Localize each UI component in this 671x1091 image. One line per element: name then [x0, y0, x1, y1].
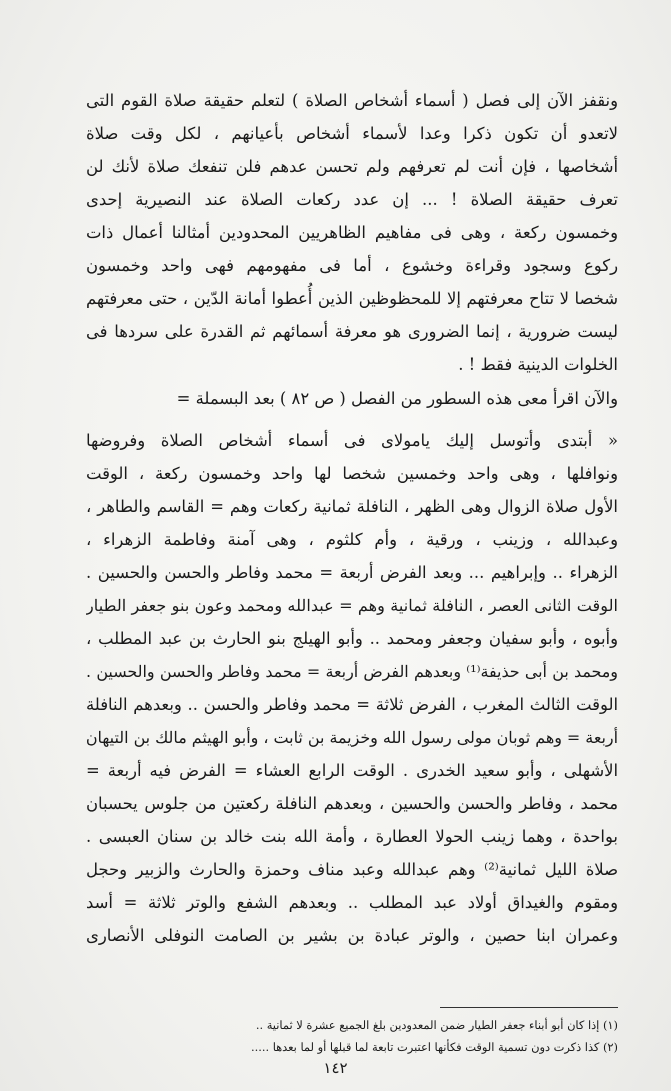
text-line: وأبوه ، وأبو سفيان وجعفر ومحمد .. وأبو الهيلج بنو الحارث بن عبد المطلب ،	[86, 629, 618, 648]
text-line: ركوع وسجود وقراءة وخشوع ، أما فى مفهومهم فهى واحد وخمسون	[86, 256, 618, 275]
paragraph-quotation	[86, 424, 618, 952]
text-line: ونقفز الآن إلى فصل ( أسماء أشخاص الصلاة ) لتعلم حقيقة صلاة القوم التى	[86, 91, 618, 110]
text-line: محمد ، وفاطر والحسن والحسين ، وبعدهم النافلة ركعتين من جلوس يحسبان	[86, 794, 618, 813]
text-line: لاتعدو أن تكون ذكرا وعدا لأسماء أشخاص بأعيانهم ، لكل وقت صلاة	[86, 124, 618, 143]
text-line: أربعة = وهم ثوبان مولى رسول الله وخزيمة بن ثابت ، وأبو الهيثم مالك بن التيهان	[86, 728, 618, 747]
footnote-1: (١) إذا كان أبو أبناء جعفر الطيار ضمن المعدودين بلغ الجميع عشرة لا ثمانية ..	[255, 1018, 618, 1032]
footnotes	[150, 1014, 618, 1058]
text-line: الوقت الثانى العصر ، النافلة ثمانية وهم = عبدالله ومحمد وعون بنو جعفر الطيار	[86, 596, 618, 615]
text-line: وعبدالله ، وزينب ، ورقية ، وأم كلثوم ، وهى آمنة وفاطمة الزهراء ،	[86, 530, 618, 549]
text-line: ومقوم والغيداق أولاد عبد المطلب .. وبعدهم الشفع والوتر ثلاثة = أسد	[86, 893, 618, 912]
text-line: الوقت الثالث المغرب ، الفرض ثلاثة = محمد وفاطر والحسن .. وبعدهم النافلة	[86, 695, 618, 714]
paragraph-intro	[86, 84, 618, 381]
text-line: الزهراء .. وإبراهيم ... وبعد الفرض أربعة = محمد وفاطر والحسن والحسين .	[86, 563, 618, 582]
text-line: أشخاصها ، فإن أنت لم تعرفهم ولم تحسن عدهم فلن تنفعك صلاة لأنك لن	[86, 157, 618, 176]
text-line: بواحدة ، وهما زينب الحولا العطارة ، وأمة الله بنت خالد بن سنان العبسى .	[86, 827, 618, 846]
footnote-2: (٢) كذا ذكرت دون تسمية الوقت فكأنها اعتبرت تابعة لما قبلها أو لما بعدها .....	[250, 1040, 618, 1054]
text-line: الخلوات الدينية فقط ! .	[458, 355, 618, 374]
text-line: الأول صلاة الزوال وهى الظهر ، النافلة ثمانية ركعات وهم = القاسم والطاهر ،	[86, 497, 618, 516]
text-line: صلاة الليل ثمانية⁽²⁾ وهم عبدالله وعبد مناف وحمزة والحارث والزبير وحجل	[86, 860, 618, 879]
footnote-divider	[440, 1007, 618, 1008]
text-line: « أبتدى وأتوسل إليك يامولاى فى أسماء أشخاص الصلاة وفروضها	[86, 431, 618, 450]
text-line: ومحمد بن أبى حذيفة⁽¹⁾ وبعدهم الفرض أربعة = محمد وفاطر والحسن والحسين .	[86, 662, 618, 681]
page-number: ١٤٢	[323, 1059, 348, 1077]
text-line: وخمسون ركعة ، وهى فى مفاهيم الظاهريين المحدودين أمثالنا أعمال ذات	[86, 223, 618, 242]
paragraph-reading-intro	[86, 382, 618, 415]
text-line: شخصا لا تتاح معرفتهم إلا للمحظوظين الذين أُعطوا أمانة الدّين ، حتى معرفتهم	[86, 289, 618, 308]
text-line: ليست ضرورية ، إنما الضرورى هو معرفة أسمائهم ثم القدرة على سردها فى	[86, 322, 618, 341]
text-line: ونوافلها ، وهى واحد وخمسين شخصا لها واحد وخمسون ركعة ، الوقت	[86, 464, 618, 483]
text-line: والآن اقرأ معى هذه السطور من الفصل ( ص ٨٢ ) بعد البسملة =	[176, 389, 618, 408]
text-line: الأشهلى ، وأبو سعيد الخدرى . الوقت الرابع العشاء = الفرض فيه أربعة =	[86, 761, 618, 780]
text-line: تعرف حقيقة الصلاة ! ... إن عدد ركعات الصلاة عند النصيرية إحدى	[86, 190, 618, 209]
text-line: وعمران ابنا حصين ، والوتر عبادة بن بشير بن الصامت النوفلى الأنصارى	[86, 926, 618, 945]
